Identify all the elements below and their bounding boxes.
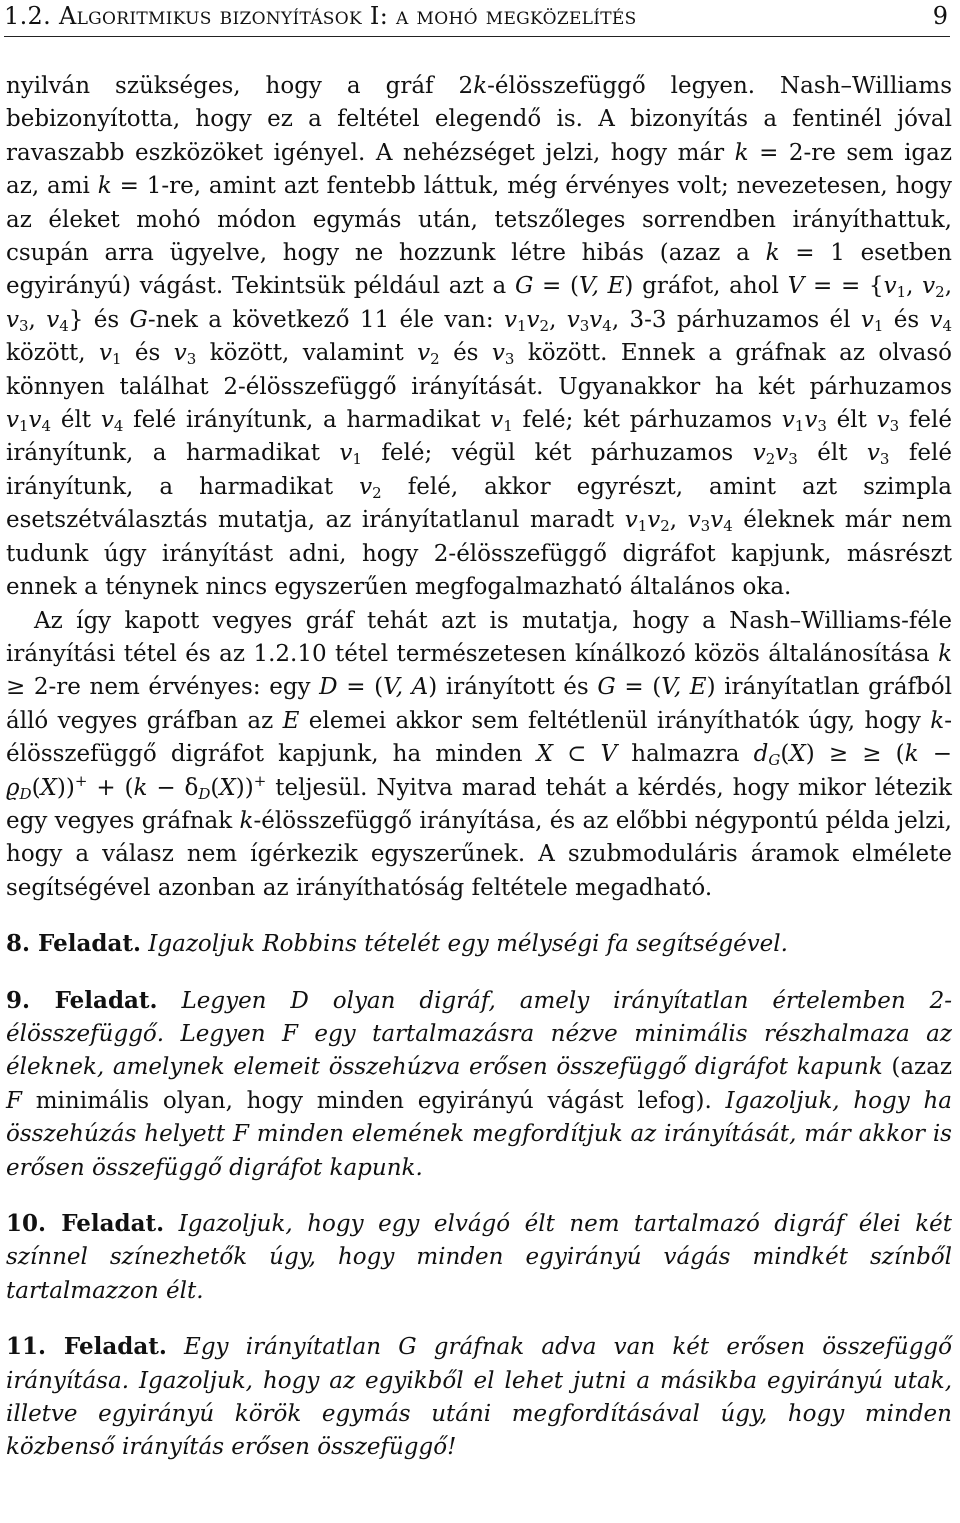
exercise-10: 10. Feladat. Igazoljuk, hogy egy elvágó élt nem tartalmazó digráf élei két színnel színezhetők úgy, hogy minden egyirányú vágás mindkét színből tartalmazzon élt. bbox=[6, 1210, 953, 1304]
page-number: 9 bbox=[932, 2, 948, 30]
section-number: 1.2. bbox=[4, 2, 51, 30]
exercise-label: 8. Feladat. bbox=[6, 930, 141, 958]
page-body bbox=[6, 70, 952, 1465]
exercise-9: 9. Feladat. Legyen D olyan digráf, amely irányítatlan értelemben 2-élösszefüggő. Legyen F egy tartalmazásra nézve minimális részhalmaza az éleknek, amelynek elemeit összehúzva erősen összefüggő digráfot kapunk (azaz F minimális olyan, hogy minden egyirányú vágást lefog). Igazoljuk, hogy ha összehúzás helyett F minden elemének megfordítjuk az irányítását, már akkor is erősen összefüggő digráfot kapunk. bbox=[6, 986, 953, 1181]
paragraph-2: Az így kapott vegyes gráf tehát azt is mutatja, hogy a Nash–Williams-féle irányítási tétel és az 1.2.10 tétel természetesen kínálkozó közös általánosítása k ≥ 2-re nem érvényes: egy D = (V, A) irányított és G = (V, E) irányítatlan gráfból álló vegyes gráfban az E elemei akkor sem feltétlenül irányíthatók úgy, hogy k-élösszefüggő digráfot kapjunk, ha minden X ⊂ V halmazra $d_G(X)$ ≥ ≥ $(k - ϱ_D(X))^+ + (k - \delta_D(X))^+$ teljesül. Nyitva marad tehát a kérdés, hogy mikor létezik egy vegyes gráfnak k-élösszefüggő irányítása, és az előbbi négypontú példa jelzi, hogy a válasz nem ígérkezik egyszerűnek. A szubmoduláris áramok elmélete segítségével azonban az irányíthatóság feltétele megadható. bbox=[6, 607, 952, 901]
section-heading bbox=[4, 2, 637, 30]
exercise-label: 9. Feladat. bbox=[6, 986, 158, 1014]
exercise-8: 8. Feladat. Igazoljuk Robbins tételét egy mélységi fa segítségével. bbox=[6, 930, 788, 958]
paragraph-1: nyilván szükséges, hogy a gráf 2k-élösszefüggő legyen. Nash–Williams bebizonyította, hogy ez a feltétel elegendő is. A bizonyítás a fentinél jóval ravaszabb eszközöket igényel. A nehézséget jelzi, hogy már k = 2-re sem igaz az, ami k = 1-re, amint azt fentebb láttuk, még érvényes volt; nevezetesen, hogy az éleket mohó módon egymás után, tetszőleges sorrendben irányíthattuk, csupán arra ügyelve, hogy ne hozzunk létre hibás (azaz a k = 1 esetben egyirányú) vágást. Tekintsük például azt a G = (V, E) gráfot, ahol V = = {$v_1$, $v_2$, $v_3$, $v_4$} és G-nek a következő 11 éle van: $v_1v_2$, $v_3v_4$, 3-3 párhuzamos él $v_1$ és $v_4$ között, $v_1$ és $v_3$ között, valamint $v_2$ és $v_3$ között. Ennek a gráfnak az olvasó könnyen találhat 2-élösszefüggő irányítását. Ugyanakkor ha két párhuzamos $v_1v_4$ élt $v_4$ felé irányítunk, a harmadikat $v_1$ felé; két párhuzamos $v_1v_3$ élt $v_3$ felé irányítunk, a harmadikat $v_1$ felé; végül két párhuzamos $v_2v_3$ élt $v_3$ felé irányítunk, a harmadikat $v_2$ felé, akkor egyrészt, amint azt szimpla esetszétválasztás mutatja, az irányítatlanul maradt $v_1v_2$, $v_3v_4$ éleknek már nem tudunk úgy irányítást adni, hogy 2-élösszefüggő digráfot kapjunk, másrészt ennek a ténynek nincs egyszerűen megfogalmazható általános oka. bbox=[6, 73, 953, 601]
exercise-11: 11. Feladat. Egy irányítatlan G gráfnak adva van két erősen összefüggő irányítása. Igazoljuk, hogy az egyikből el lehet jutni a másikba egyirányú utak, illetve egyirányú körök egymás utáni megfordításával úgy, hogy minden közbenső irányítás erősen összefüggő! bbox=[6, 1333, 953, 1461]
running-header bbox=[4, 2, 950, 37]
exercise-label: 11. Feladat. bbox=[6, 1333, 167, 1361]
section-title: Algoritmikus bizonyítások I: a mohó megközelítés bbox=[58, 2, 637, 30]
exercise-label: 10. Feladat. bbox=[6, 1210, 165, 1237]
